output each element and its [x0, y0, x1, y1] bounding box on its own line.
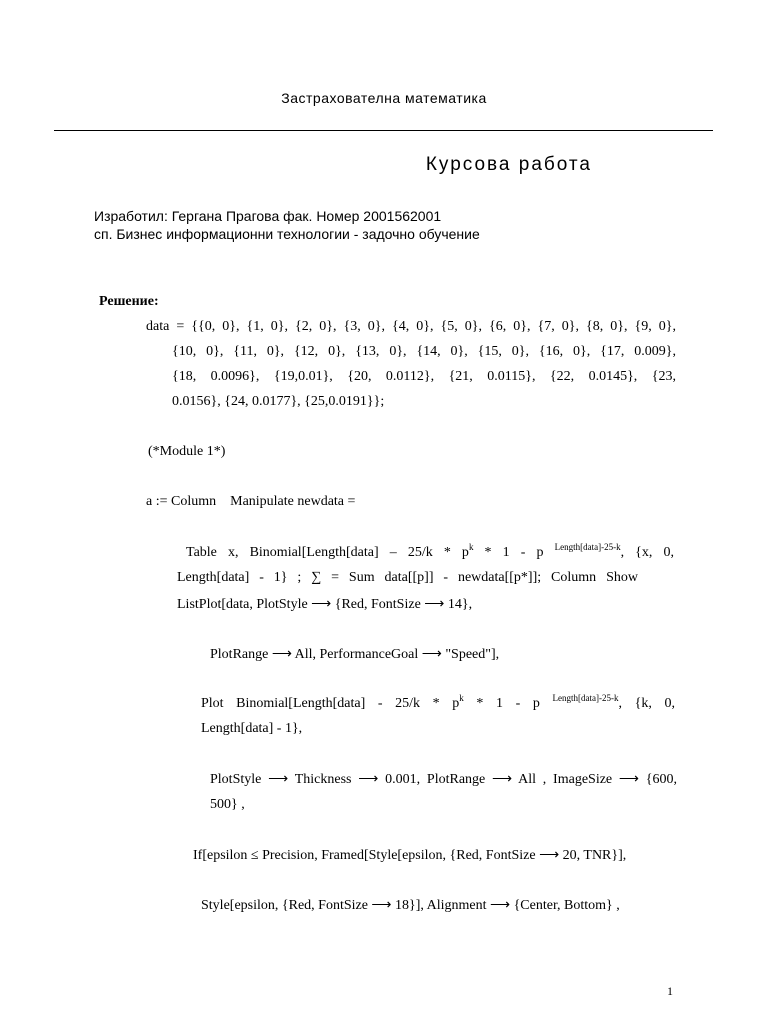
code-data-line-3: {18, 0.0096}, {19,0.01}, {20, 0.0112}, {21, 0.0115}, {22, 0.0145}, {23,	[172, 369, 676, 384]
code-fragment: * 1 - p	[473, 545, 555, 560]
code-fragment: , {x, 0,	[620, 545, 674, 560]
code-assign-line: a := Column Manipulate newdata =	[146, 494, 356, 509]
exponent-k: k	[468, 542, 474, 552]
code-if-line: If[epsilon ≤ Precision, Framed[Style[epsilon, {Red, FontSize ⟶ 20, TNR}],	[193, 848, 627, 863]
page-number: 1	[667, 984, 673, 998]
code-plotstyle-line-1: PlotStyle ⟶ Thickness ⟶ 0.001, PlotRange ⟶ All , ImageSize ⟶ {600,	[210, 772, 677, 787]
code-table-line-1	[186, 542, 674, 561]
code-plotstyle-line-2: 500} ,	[210, 797, 245, 812]
code-table-line-3: ListPlot[data, PlotStyle ⟶ {Red, FontSize ⟶ 14},	[177, 597, 473, 612]
code-table-line-2: Length[data] - 1} ; ∑ = Sum data[[p]] - newdata[[p*]]; Column Show	[177, 570, 638, 585]
code-fragment: Plot Binomial[Length[data] - 25/k * p	[201, 696, 460, 711]
code-data-line-4: 0.0156}, {24, 0.0177}, {25,0.0191}};	[172, 394, 385, 409]
code-plot-line-2: Length[data] - 1},	[201, 721, 303, 736]
author-line: Изработил: Гергана Прагова фак. Номер 2001562001	[94, 208, 442, 224]
solution-heading: Решение:	[99, 294, 159, 309]
program-line: сп. Бизнес информационни технологии - задочно обучение	[94, 226, 480, 242]
document-header: Застрахователна математика	[281, 90, 487, 106]
code-plotrange-line: PlotRange ⟶ All, PerformanceGoal ⟶ "Speed"],	[210, 647, 500, 662]
exponent-length: Length[data]-25-k	[554, 542, 621, 552]
code-data-line-1: data = {{0, 0}, {1, 0}, {2, 0}, {3, 0}, {4, 0}, {5, 0}, {6, 0}, {7, 0}, {8, 0}, {9, 0},	[146, 319, 676, 334]
exponent-k: k	[459, 693, 464, 703]
code-fragment: * 1 - p	[463, 696, 553, 711]
document-title: Курсова работа	[425, 154, 592, 175]
exponent-length: Length[data]-25-k	[552, 693, 619, 703]
code-fragment: Table x, Binomial[Length[data] – 25/k * p	[186, 545, 469, 560]
code-style-line: Style[epsilon, {Red, FontSize ⟶ 18}], Alignment ⟶ {Center, Bottom} ,	[201, 898, 620, 913]
code-fragment: , {k, 0,	[618, 696, 675, 711]
code-data-line-2: {10, 0}, {11, 0}, {12, 0}, {13, 0}, {14, 0}, {15, 0}, {16, 0}, {17, 0.009},	[172, 344, 676, 359]
header-divider	[54, 130, 713, 131]
code-plot-line-1	[201, 693, 675, 712]
code-module-comment: (*Module 1*)	[148, 444, 226, 459]
